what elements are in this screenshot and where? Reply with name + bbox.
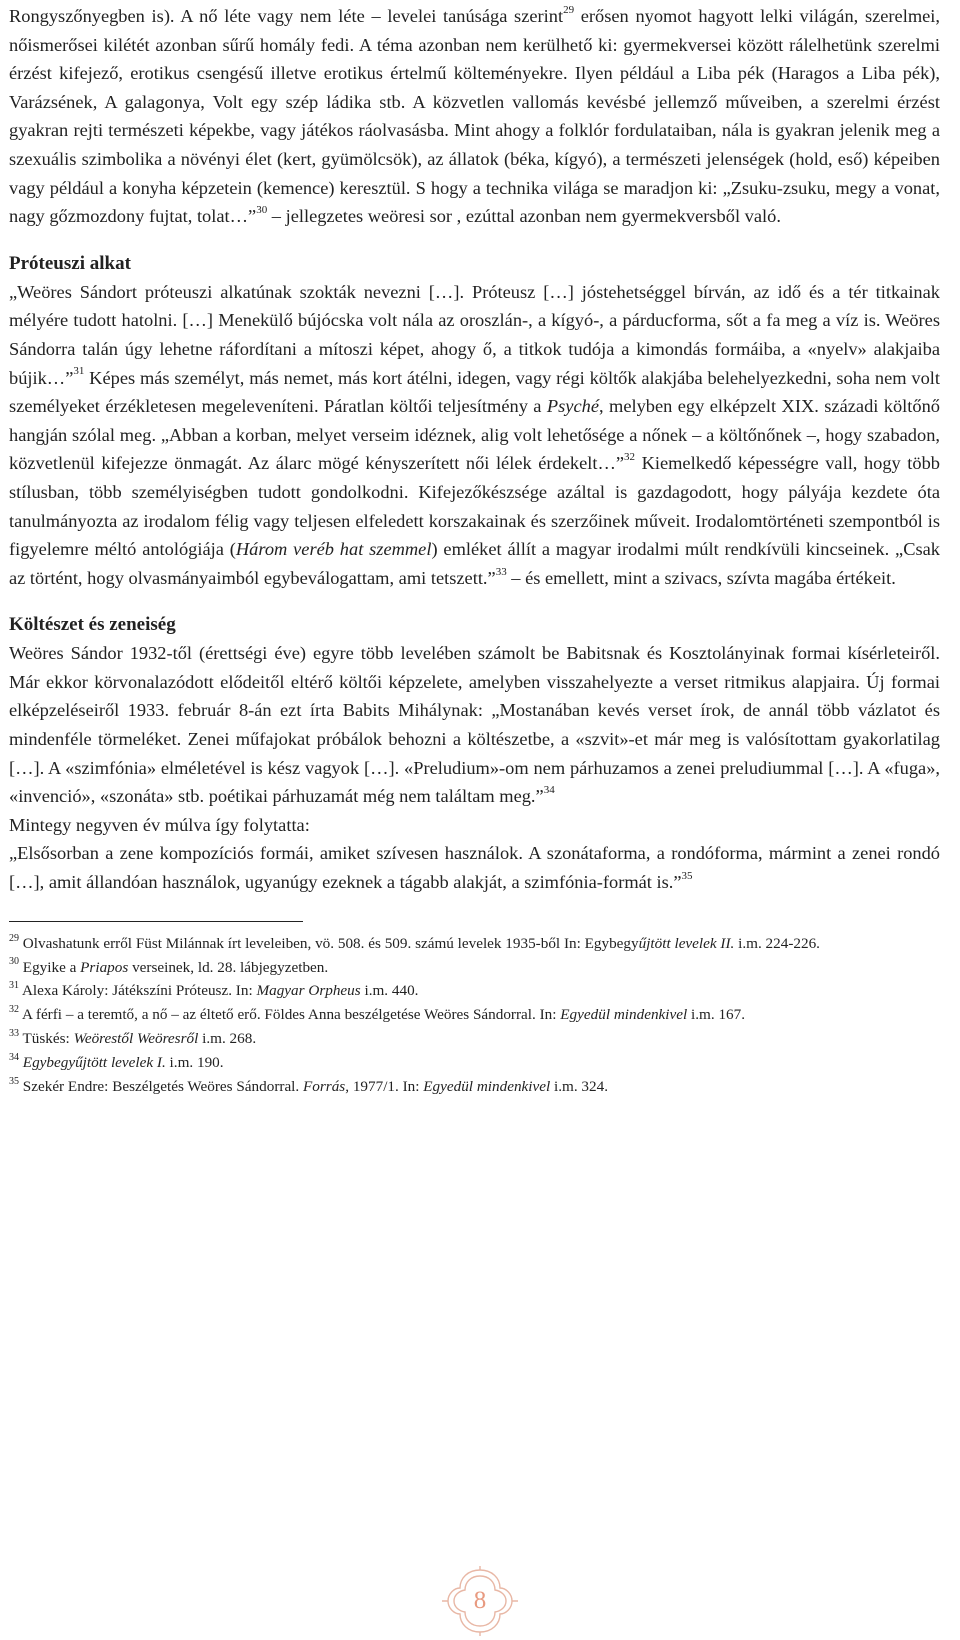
footnote-ref: 31 — [73, 365, 85, 378]
text-run: Szekér Endre: Beszélgetés Weöres Sándorral. — [19, 1078, 304, 1096]
proteuszi-alkat-paragraph — [9, 278, 940, 593]
italic-title: Weörestől Weöresről — [73, 1030, 199, 1048]
main-text — [9, 2, 940, 897]
footnotes — [9, 932, 940, 1099]
footnote-ref: 34 — [543, 784, 555, 797]
text-run: A férfi – a teremtő, a nő – az éltető erő. Földes Anna beszélgetése Weöres Sándorral. In: — [19, 1006, 561, 1024]
footnote-separator — [9, 921, 303, 922]
footnote-33 — [9, 1027, 940, 1051]
text-run: – és emellett, mint a szivacs, szívta magába értékeit. — [506, 567, 896, 588]
page-number-badge — [438, 1566, 522, 1636]
page-number: 8 — [473, 1587, 487, 1614]
text-run: Tüskés: — [19, 1030, 74, 1048]
text-run: , 1977/1. In: — [345, 1078, 424, 1096]
italic-title: Egybegyűjtött levelek I. — [22, 1054, 166, 1072]
kolteszet-paragraph-2 — [9, 811, 940, 840]
footnote-ref: 29 — [563, 3, 575, 16]
italic-title: Három veréb hat szemmel — [235, 539, 432, 560]
footnote-34 — [9, 1051, 940, 1075]
italic-title: Magyar Orpheus — [256, 982, 361, 1000]
text-run: Egyike a — [19, 958, 81, 976]
text-run: erősen nyomot hagyott lelki világán, szerelmei, nőismerősei kilétét azonban sűrű homály fedi. A téma azonban nem kerülhető ki: gyermekversei között rálelhetünk szerelmi érzést kifejező, erotikus csengésű illetve erotikus értelmű költeményekre. Ilyen például a Liba pék (Haragos a Liba pék), Varázsének, A galagonya, Volt egy szép ládika stb. A közvetlen vallomás kevésbé jellemző műveiben, a szerelmi érzést gyakran rejti természeti képekbe, vagy játékos ráolvasásba. Mint ahogy a folklór fordulataiban, nála is gyakran jelenik meg a szexuális szimbolika a növényi élet (kert, gyümölcsök), az állatok (béka, kígyó), a természeti jelenségek (hold, eső) képeiben vagy például a konyha képzetein (kemence) keresztül. S hogy a technika világa se maradjon ki: „Zsuku-zsuku, megy a vonat, nagy gőzmozdony fujtat, tolat…” — [9, 6, 940, 227]
footnote-35 — [9, 1075, 940, 1099]
text-run: Rongyszőnyegben is). A nő léte vagy nem léte – levelei tanúsága szerint — [9, 6, 564, 26]
text-run: i.m. 268. — [198, 1030, 257, 1048]
kolteszet-paragraph-1 — [9, 639, 940, 811]
footnote-ref: 34 — [9, 1052, 19, 1064]
italic-title: Psyché — [546, 396, 599, 417]
text-run: „Weöres Sándort próteuszi alkatúnak szokták nevezni […]. Próteusz […] jóstehetséggel bírván, az idő és a tér titkainak mélyére tudott hatolni. […] Menekülő bújócska volt nála az oroszlán-, a kígyó-, a párducforma, sőt a fa meg a víz is. Weöres Sándorra talán úgy lehetne ráfordítani a mítoszi képet, ahogy ő, a titkok tudója a kimondás formáiba, a «nyelv» alakjaiba bújik…” — [9, 281, 940, 388]
footnote-ref: 35 — [681, 869, 693, 882]
footnote-ref: 33 — [495, 565, 507, 578]
footnote-32 — [9, 1003, 940, 1027]
footnote-ref: 32 — [9, 1004, 19, 1016]
text-run: i.m. 190. — [165, 1054, 224, 1072]
footnote-30 — [9, 956, 940, 980]
text-run: ) emléket állít a magyar irodalmi múlt rendkívüli kincseinek. „Csak az történt, hogy olvasmányaimból egybeválogattam, ami tetszett.” — [9, 539, 940, 588]
text-run: – jellegzetes weöresi sor , ezúttal azonban nem gyermekversből való. — [267, 206, 781, 227]
text-run: „Elsősorban a zene kompozíciós formái, amiket szívesen használok. A szonátaforma, a rondóforma, mármint a zenei rondó […], amit állandóan használok, ugyanúgy ezeknek a tágabb alakját, a szimfónia-formát is.” — [9, 843, 940, 893]
text-run: Mintegy negyven év múlva így folytatta: — [9, 814, 310, 835]
text-run: Kiemelkedő képességre vall, hogy több stílusban, több személyiségben tudott gondolkodni. Kifejezőkészsége azáltal is gazdagodott, hogy pályája kezdete óta tanulmányozta az irodalom félig vagy teljesen elfeledett korszakainak és szerzőinek műveit. Irodalomtörténeti szempontból is figyelemre méltó antológiája ( — [9, 453, 940, 560]
kolteszet-paragraph-3 — [9, 839, 940, 896]
footnote-ref: 30 — [256, 204, 268, 217]
section-heading-proteuszi-alkat: Próteuszi alkat — [9, 252, 131, 274]
text-run: Olvashatunk erről Füst Milánnak írt leveleiben, vö. 508. és 509. számú levelek 1935-ből In: Egybegy — [19, 934, 639, 952]
italic-title: Priapos — [80, 958, 129, 976]
footnote-ref: 30 — [9, 956, 19, 968]
page-footer — [0, 1566, 960, 1636]
text-run: Weöres Sándor 1932-től (érettségi éve) egyre több levelében számolt be Babitsnak és Kosztolányinak formai kísérleteiről. Már ekkor körvonalazódott elődeitől eltérő költői képzelete, amelyben visszahelyezte a verset ritmikus alapjaira. Új formai elképzeléseiről 1933. február 8-án ezt írta Babits Mihálynak: „Mostanában kevés verset írok, de annál több vázlatot és mindenféle törmeléket. Zenei műfajokat próbálok behozni a költészetbe, a «szvit»-et már meg is valósítottam gyakorlatilag […]. A «szimfónia» elméletével is kész vagyok […]. «Preludium»-om nem párhuzamos a zenei preludiummal […]. A «fuga», «invenció», «szonáta» stb. poétikai párhuzamát még nem találtam meg.” — [9, 643, 940, 807]
footnote-ref: 35 — [9, 1076, 19, 1087]
italic-title: Egyedül mindenkivel — [423, 1078, 551, 1096]
italic-title: Egyedül mindenkivel — [560, 1006, 688, 1024]
italic-title: űjtött levelek II. — [638, 934, 735, 952]
text-run: , melyben egy elképzelt XIX. századi költőnő hangján szólal meg. „Abban a korban, melyet verseim idéznek, alig volt lehetősége a nőnek – a költőnőnek –, hogy szabadon, közvetlenül kifejezze önmagát. Az álarc mögé kényszerített női lélek érdekelt…” — [9, 396, 940, 474]
footnote-ref: 31 — [9, 980, 19, 992]
section-heading-kolteszet-es-zeneiseg: Költészet és zeneiség — [9, 614, 176, 636]
text-run: i.m. 224-226. — [734, 934, 820, 952]
footnote-29 — [9, 932, 940, 956]
footnote-ref: 32 — [624, 451, 636, 464]
text-run: i.m. 167. — [687, 1006, 746, 1024]
text-run: Képes más személyt, más nemet, más kort átélni, idegen, vagy régi költők alakjába belehelyezkedni, soha nem volt személyeket érzékletesen megeleveníteni. Páratlan költői teljesítmény a — [9, 367, 940, 417]
footnote-ref: 33 — [9, 1028, 19, 1040]
footnote-31 — [9, 979, 940, 1003]
italic-title: Forrás — [303, 1078, 346, 1096]
text-run: Alexa Károly: Játékszíni Próteusz. In: — [19, 982, 257, 1000]
text-run: i.m. 324. — [550, 1078, 609, 1096]
text-run: i.m. 440. — [360, 982, 419, 1000]
text-run: verseinek, ld. 28. lábjegyzetben. — [128, 958, 329, 976]
footnote-ref: 29 — [9, 932, 19, 944]
intro-paragraph — [9, 2, 940, 231]
